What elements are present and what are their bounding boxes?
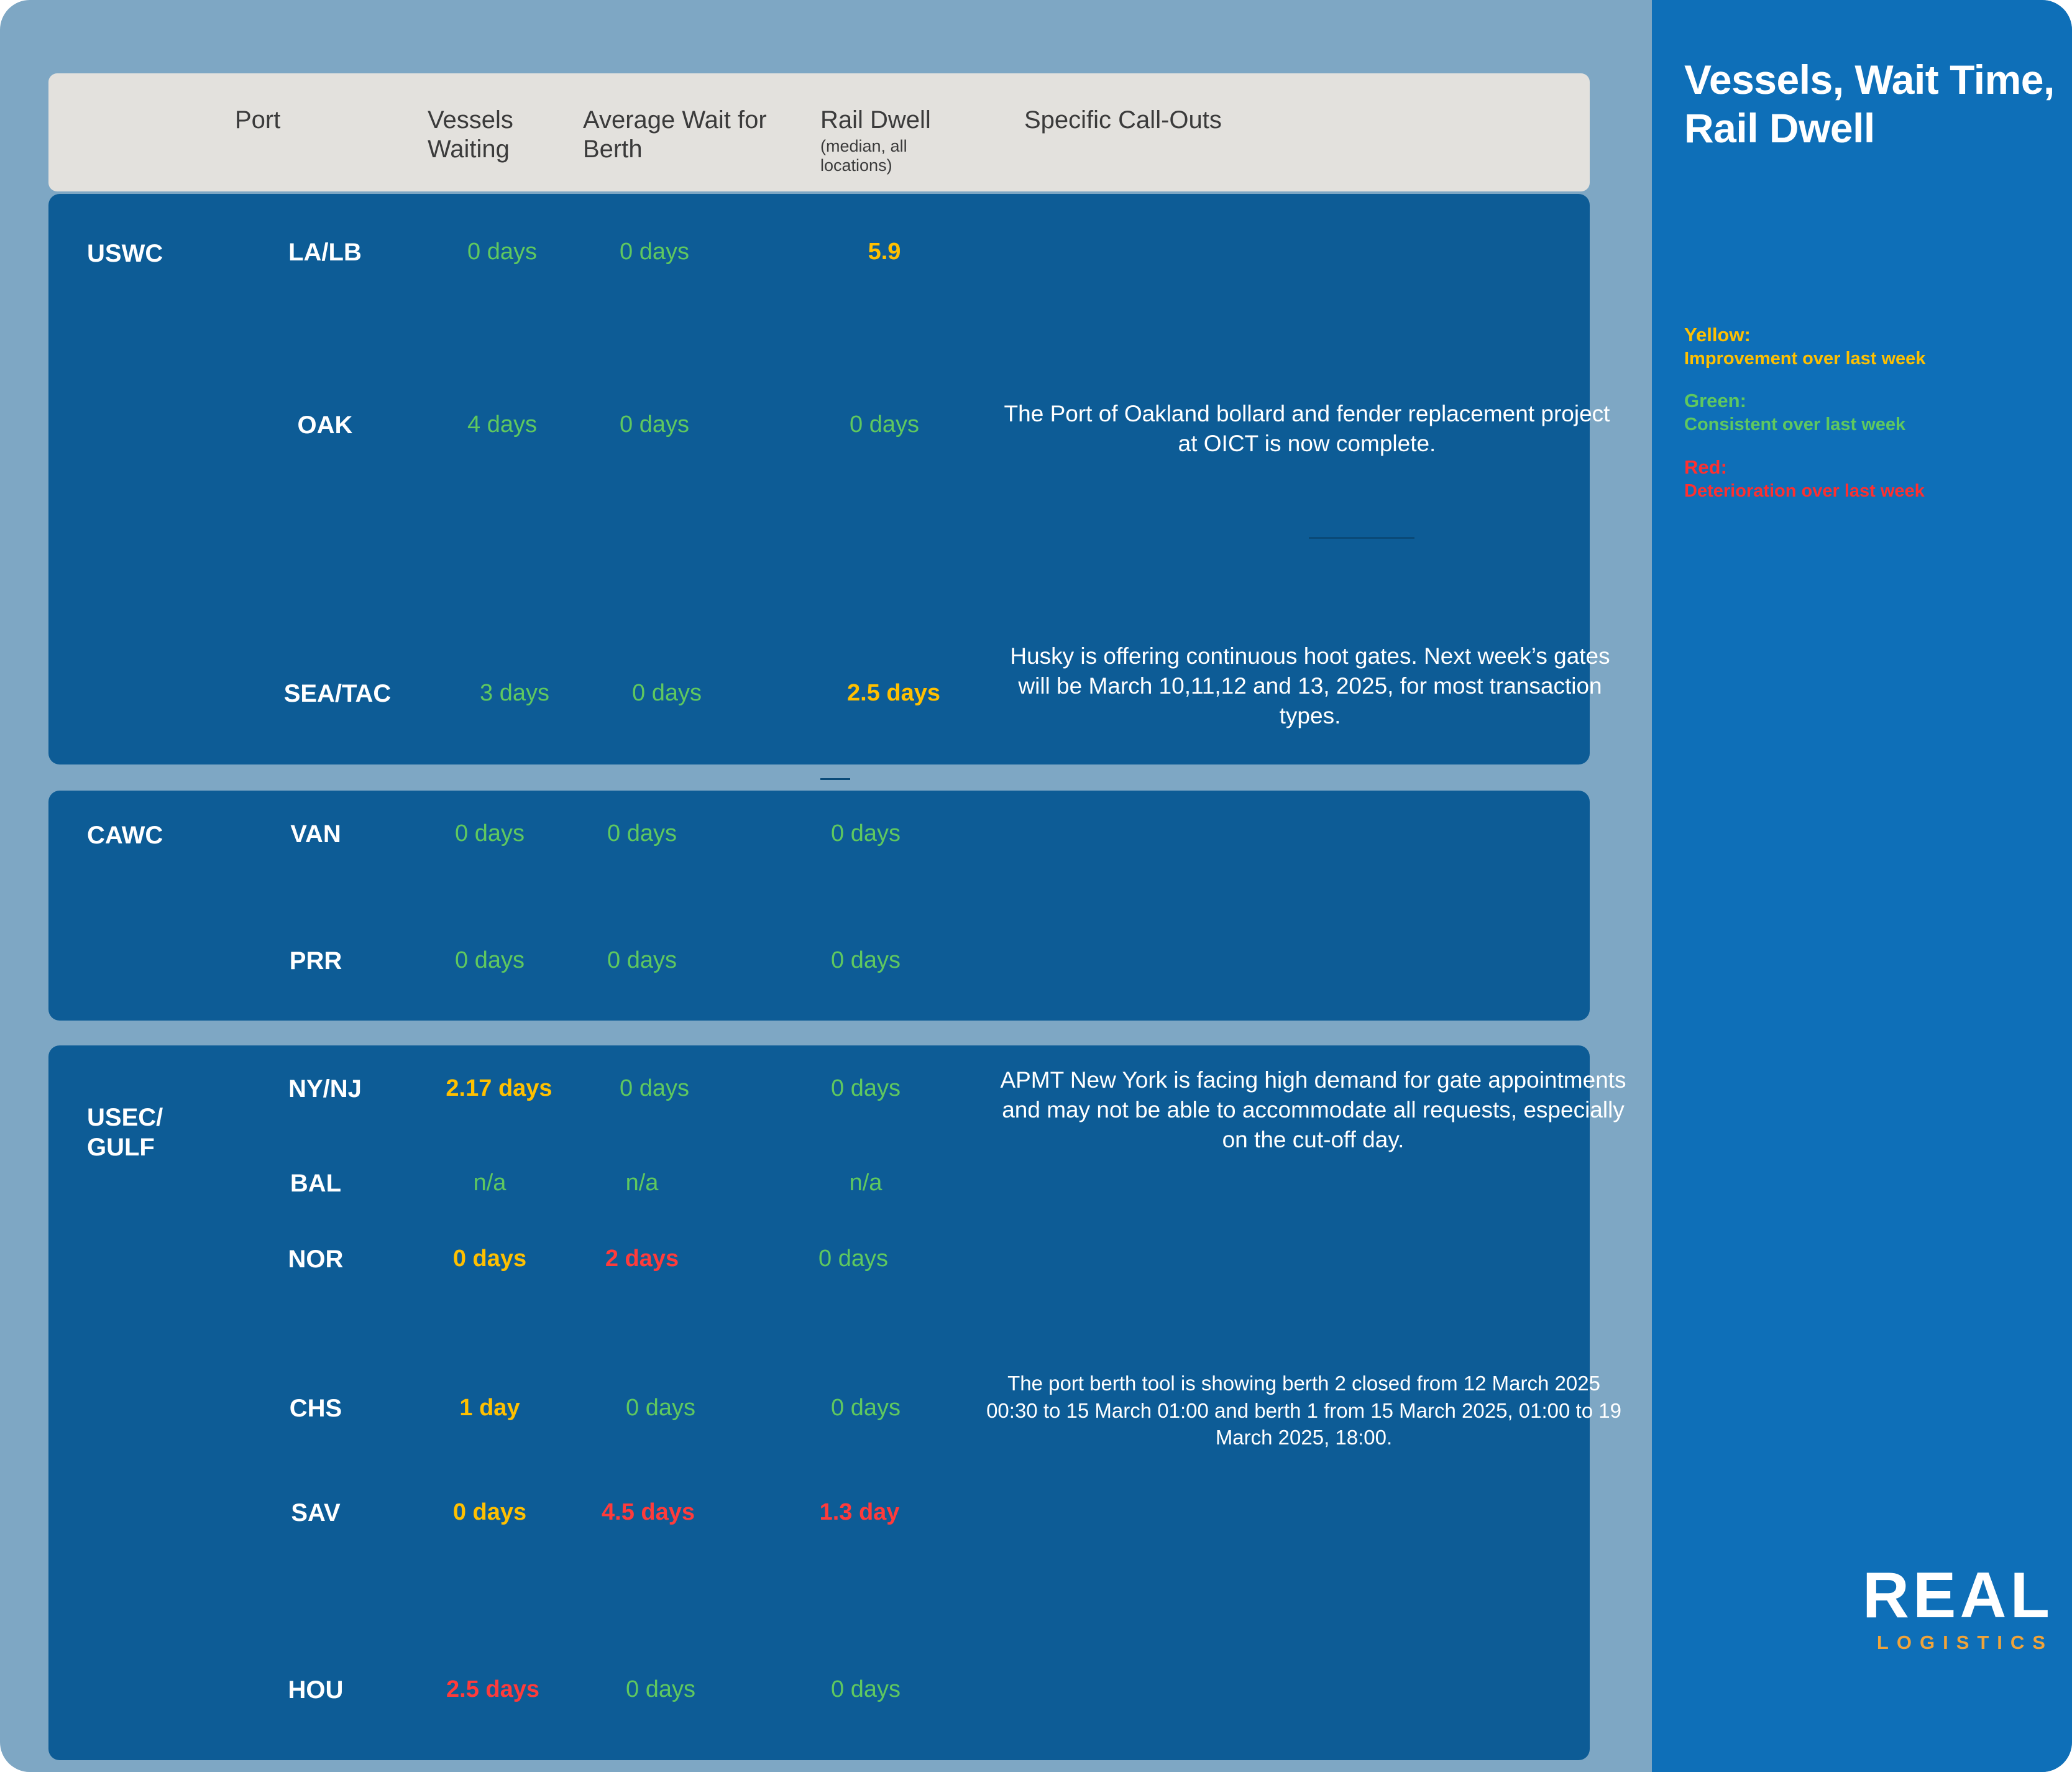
region-group-uswc bbox=[48, 194, 1610, 764]
header-port: Port bbox=[235, 106, 281, 134]
cell-dwell-lalb: 5.9 bbox=[868, 239, 901, 265]
cell-wait-bal: n/a bbox=[625, 1170, 659, 1196]
legend-head-green: Green: bbox=[1684, 390, 1746, 412]
port-label-sav: SAV bbox=[291, 1499, 341, 1526]
cell-wait-nor: 2 days bbox=[605, 1246, 679, 1272]
legend-item-green bbox=[1684, 389, 2057, 436]
header-rail-dwell-note: (median, all locations) bbox=[820, 137, 907, 175]
cell-vessels-nor: 0 days bbox=[452, 1246, 527, 1272]
cell-wait-nynj: 0 days bbox=[620, 1075, 689, 1101]
port-label-lalb: LA/LB bbox=[288, 239, 362, 266]
cell-dwell-seatac: 2.5 days bbox=[847, 680, 940, 706]
cell-vessels-hou: 2.5 days bbox=[446, 1676, 539, 1702]
region-group-cawc bbox=[48, 791, 1590, 1021]
cell-vessels-lalb: 0 days bbox=[467, 239, 537, 265]
header-rail-dwell-label: Rail Dwell bbox=[820, 106, 931, 134]
header-vessels-waiting: Vessels Waiting bbox=[428, 106, 513, 163]
cell-wait-seatac: 0 days bbox=[632, 680, 702, 706]
cell-dwell-chs: 0 days bbox=[831, 1395, 901, 1421]
port-label-hou: HOU bbox=[288, 1676, 344, 1704]
cell-wait-sav: 4.5 days bbox=[602, 1499, 695, 1525]
legend-sub-red: Deterioration over last week bbox=[1684, 480, 1925, 501]
group-divider bbox=[820, 778, 850, 780]
legend-head-red: Red: bbox=[1684, 456, 1727, 478]
cell-dwell-oak: 0 days bbox=[850, 411, 919, 438]
cell-vessels-sav: 0 days bbox=[452, 1499, 527, 1525]
callout-oak: The Port of Oakland bollard and fender replacement project at OICT is now complete. bbox=[1004, 401, 1610, 457]
brand-logo bbox=[1689, 1559, 2062, 1654]
cell-wait-oak: 0 days bbox=[620, 411, 689, 438]
cell-dwell-prr: 0 days bbox=[831, 947, 901, 973]
brand-logo-sub: LOGISTICS bbox=[1876, 1632, 2053, 1653]
cell-wait-hou: 0 days bbox=[626, 1676, 695, 1702]
rail-title: Vessels, Wait Time, Rail Dwell bbox=[1684, 57, 2055, 151]
callout-nynj: APMT New York is facing high demand for gate appointments and may not be able to accommodate all requests, especially on the cut-off day. bbox=[1000, 1067, 1626, 1153]
header-average-wait: Average Wait for Berth bbox=[583, 106, 767, 163]
callout-seatac: Husky is offering continuous hoot gates. Next week’s gates will be March 10,11,12 and 13, 2025, for most transaction types. bbox=[1010, 643, 1610, 729]
right-rail bbox=[1652, 0, 2072, 1772]
region-label-cawc: CAWC bbox=[87, 822, 163, 849]
port-label-chs: CHS bbox=[289, 1395, 342, 1422]
port-label-prr: PRR bbox=[289, 947, 342, 975]
port-label-bal: BAL bbox=[290, 1170, 342, 1197]
header-rail-dwell bbox=[820, 106, 976, 175]
header-specific-callouts: Specific Call-Outs bbox=[1024, 106, 1222, 134]
legend-sub-green: Consistent over last week bbox=[1684, 415, 1906, 435]
legend-head-yellow: Yellow: bbox=[1684, 324, 1751, 346]
cell-vessels-nynj: 2.17 days bbox=[446, 1075, 552, 1101]
cell-vessels-oak: 4 days bbox=[467, 411, 537, 438]
cell-vessels-chs: 1 day bbox=[459, 1395, 520, 1421]
region-group-usec-gulf bbox=[48, 1045, 1626, 1760]
cell-dwell-van: 0 days bbox=[831, 820, 901, 847]
legend-item-red bbox=[1684, 456, 2057, 503]
cell-dwell-sav: 1.3 day bbox=[819, 1499, 900, 1525]
region-label-uswc: USWC bbox=[87, 240, 163, 267]
cell-dwell-bal: n/a bbox=[849, 1170, 882, 1196]
color-legend bbox=[1684, 323, 2057, 521]
port-label-nor: NOR bbox=[288, 1246, 344, 1273]
cell-dwell-nor: 0 days bbox=[818, 1246, 888, 1272]
cell-vessels-van: 0 days bbox=[455, 820, 525, 847]
region-label-usec-gulf: USEC/ GULF bbox=[87, 1104, 163, 1161]
cell-wait-prr: 0 days bbox=[607, 947, 677, 973]
cell-dwell-nynj: 0 days bbox=[831, 1075, 901, 1101]
legend-item-yellow bbox=[1684, 323, 2057, 370]
cell-vessels-prr: 0 days bbox=[455, 947, 525, 973]
callout-chs: The port berth tool is showing berth 2 closed from 12 March 2025 00:30 to 15 March 01:00 and berth 1 from 15 March 2025, 01:00 to 19 March 2025, 18:00. bbox=[986, 1372, 1621, 1449]
cell-wait-van: 0 days bbox=[607, 820, 677, 847]
port-label-nynj: NY/NJ bbox=[288, 1075, 362, 1103]
table-header-row bbox=[48, 73, 1590, 191]
port-label-van: VAN bbox=[290, 820, 341, 848]
callout-divider-oak bbox=[1309, 537, 1414, 539]
brand-logo-main: REAL bbox=[1862, 1559, 2053, 1632]
cell-wait-lalb: 0 days bbox=[620, 239, 689, 265]
cell-wait-chs: 0 days bbox=[626, 1395, 695, 1421]
cell-vessels-bal: n/a bbox=[473, 1170, 507, 1196]
port-label-seatac: SEA/TAC bbox=[283, 680, 392, 707]
cell-dwell-hou: 0 days bbox=[831, 1676, 901, 1702]
cell-vessels-seatac: 3 days bbox=[480, 680, 549, 706]
port-label-oak: OAK bbox=[297, 411, 353, 439]
legend-sub-yellow: Improvement over last week bbox=[1684, 348, 1926, 369]
